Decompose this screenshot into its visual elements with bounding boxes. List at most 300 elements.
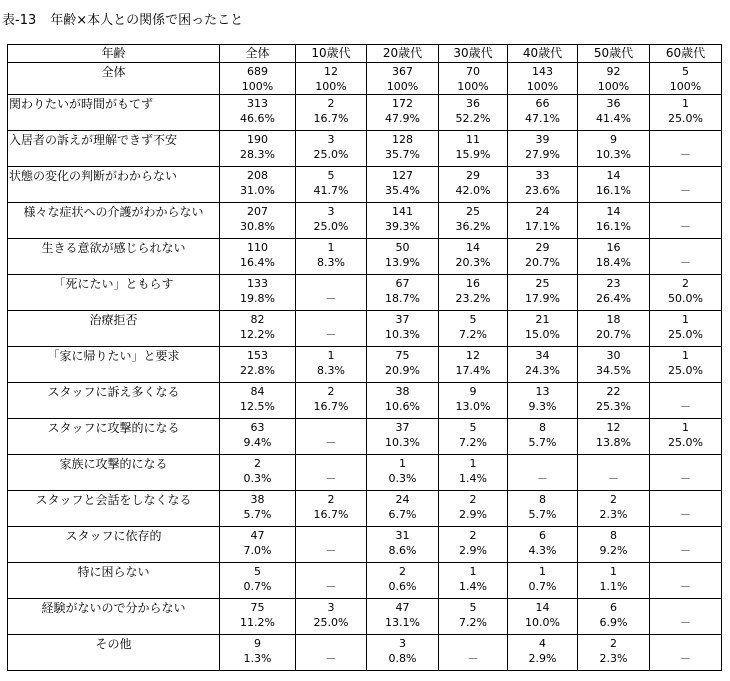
cell-count: 2 [469,493,477,506]
cell-percent: 6.7% [388,508,417,521]
table-cell [220,419,296,455]
table-cell [578,239,650,275]
table-cell [296,563,367,599]
header-age-label: 年齢 [8,45,220,63]
cell-percent: 35.7% [385,148,420,161]
cell-count: 75 [250,601,265,614]
cell-count: 1 [682,349,689,362]
cell-percent: 31.0% [240,184,275,197]
cell-count: 67 [395,277,410,290]
cell-percent: 25.0% [313,220,349,233]
table-cell [439,527,508,563]
cell-percent: 28.3% [240,148,275,161]
table-cell [220,203,296,239]
header-column: 60歳代 [650,45,722,63]
cell-percent: 9.4% [243,436,272,449]
table-cell [296,491,367,527]
no-data-dash: － [325,328,337,341]
table-caption: 年齢×本人との関係で困ったこと [50,13,244,28]
table-cell [650,203,722,239]
cell-percent: 30.8% [240,220,275,233]
row-label: 「家に帰りたい」と要求 [8,347,220,383]
cell-percent: 9.3% [528,400,557,413]
table-cell [367,419,439,455]
cell-count: 689 [247,65,268,78]
cell-percent: 10.0% [525,616,560,629]
no-data-dash: － [325,544,337,557]
cell-count: 12 [606,421,621,434]
table-cell [296,275,367,311]
cell-percent: 15.9% [455,148,491,161]
table-cell [508,599,578,635]
table-cell [220,563,296,599]
table-cell [296,167,367,203]
cell-count: 2 [469,529,477,542]
no-data-dash: － [680,220,691,233]
table-cell [439,239,508,275]
table-cell [439,63,508,95]
table-cell [220,491,296,527]
cell-count: 5 [682,65,689,78]
cell-count: 37 [395,421,410,434]
table-cell [220,347,296,383]
cell-percent: 18.7% [385,292,420,305]
cell-count: 12 [324,65,338,78]
cell-percent: 36.2% [455,220,491,233]
cell-percent: 8.3% [317,364,345,377]
no-data-dash: － [325,436,337,449]
cell-count: 39 [535,133,550,146]
cell-count: 1 [327,349,335,362]
table-cell [650,491,722,527]
table-row [8,167,722,203]
table-cell [220,311,296,347]
table-cell [650,347,722,383]
cell-count: 127 [392,169,413,182]
no-data-dash: － [537,472,548,485]
cell-count: 14 [606,169,621,182]
cell-count: 21 [535,313,550,326]
cell-count: 110 [247,241,268,254]
no-data-dash: － [467,652,479,665]
table-cell [439,491,508,527]
table-cell [508,167,578,203]
table-cell [508,527,578,563]
table-row [8,491,722,527]
table-cell [508,131,578,167]
table-row [8,275,722,311]
table-cell [650,239,722,275]
table-cell [508,491,578,527]
table-cell [296,311,367,347]
cell-percent: 1.4% [459,580,487,593]
cell-count: 2 [254,457,261,470]
table-cell [578,63,650,95]
row-label: スタッフに攻撃的になる [8,419,220,455]
table-cell [650,419,722,455]
cell-percent: 46.6% [240,112,275,125]
cell-percent: 16.7% [313,400,349,413]
cell-count: 1 [539,565,546,578]
cell-percent: 4.3% [528,544,557,557]
cell-percent: 0.3% [243,472,272,485]
table-cell [508,635,578,671]
table-cell [650,563,722,599]
table-cell [578,635,650,671]
cell-percent: 7.2% [459,328,487,341]
cell-count: 1 [399,457,406,470]
cell-percent: 16.7% [313,112,349,125]
table-row [8,63,722,95]
cell-count: 172 [392,97,413,110]
cell-count: 1 [682,97,689,110]
cell-percent: 10.3% [596,148,631,161]
cell-count: 2 [610,637,617,650]
table-cell [650,95,722,131]
cell-count: 1 [469,457,477,470]
cell-count: 3 [327,205,335,218]
table-cell [439,347,508,383]
cell-count: 29 [535,241,550,254]
cell-count: 1 [327,241,335,254]
cell-count: 5 [327,169,335,182]
table-cell [220,131,296,167]
cell-count: 1 [682,313,689,326]
cell-count: 18 [606,313,621,326]
no-data-dash: － [680,400,691,413]
cell-count: 84 [250,385,265,398]
cell-count: 38 [395,385,410,398]
table-cell [578,347,650,383]
table-cell [367,239,439,275]
cell-count: 190 [247,133,268,146]
table-cell [296,419,367,455]
cell-percent: 100% [526,80,559,93]
table-cell [578,527,650,563]
table-cell [650,635,722,671]
cell-percent: 2.3% [599,508,628,521]
table-cell [220,167,296,203]
cell-percent: 17.9% [525,292,560,305]
table-cell [367,563,439,599]
cell-percent: 2.3% [599,652,628,665]
cell-percent: 10.3% [385,436,420,449]
cell-percent: 20.7% [596,328,631,341]
cell-percent: 0.7% [528,580,557,593]
cell-percent: 16.7% [313,508,349,521]
cell-percent: 100% [669,80,702,93]
cell-percent: 1.4% [459,472,487,485]
table-cell [439,131,508,167]
table-cell [296,599,367,635]
cell-percent: 16.1% [596,184,631,197]
table-cell [439,635,508,671]
cell-count: 92 [606,65,621,78]
cell-count: 128 [392,133,413,146]
table-row [8,563,722,599]
table-cell [439,311,508,347]
no-data-dash: － [680,184,691,197]
table-cell [296,455,367,491]
cell-percent: 6.9% [599,616,628,629]
table-header [8,45,722,63]
row-label: 様々な症状への介護がわからない [8,203,220,239]
table-cell [439,599,508,635]
cell-count: 24 [535,205,550,218]
no-data-dash: － [680,508,691,521]
cell-count: 82 [250,313,265,326]
cell-percent: 16.1% [596,220,631,233]
table-cell [508,95,578,131]
no-data-dash: － [680,616,691,629]
table-cell [220,275,296,311]
cell-percent: 0.8% [388,652,417,665]
table-cell [578,491,650,527]
cell-percent: 13.8% [596,436,631,449]
table-row [8,131,722,167]
cell-count: 2 [399,565,406,578]
table-row [8,347,722,383]
table-cell [578,203,650,239]
table-cell [296,203,367,239]
cell-percent: 9.2% [599,544,628,557]
cell-percent: 25.0% [313,148,349,161]
cell-count: 9 [610,133,617,146]
cell-percent: 100% [386,80,419,93]
table-row [8,599,722,635]
table-cell [367,599,439,635]
table-cell [367,347,439,383]
header-column: 50歳代 [578,45,650,63]
cell-percent: 25.3% [596,400,631,413]
cell-percent: 26.4% [596,292,631,305]
cell-percent: 5.7% [243,508,272,521]
cell-percent: 1.3% [243,652,272,665]
cell-count: 1 [610,565,617,578]
table-cell [439,419,508,455]
table-cell [296,383,367,419]
cell-count: 25 [535,277,550,290]
cell-count: 12 [466,349,480,362]
cell-count: 3 [399,637,406,650]
cell-percent: 16.4% [240,256,275,269]
row-label: 関わりたいが時間がもてず [8,95,220,131]
table-cell [220,635,296,671]
cell-count: 6 [610,601,617,614]
cell-count: 5 [469,313,477,326]
table-title [2,9,243,28]
cell-percent: 1.1% [599,580,628,593]
cell-count: 9 [469,385,477,398]
table-cell [367,455,439,491]
table-cell [367,635,439,671]
cell-percent: 27.9% [525,148,560,161]
cell-percent: 7.2% [459,616,487,629]
cell-count: 23 [606,277,621,290]
table-cell [367,527,439,563]
cell-percent: 17.1% [525,220,560,233]
cell-percent: 19.8% [240,292,275,305]
cell-count: 1 [682,421,689,434]
cell-percent: 100% [597,80,630,93]
row-label: 特に困らない [8,563,220,599]
table-cell [578,455,650,491]
cell-percent: 8.6% [388,544,417,557]
cell-count: 5 [469,421,477,434]
cell-count: 3 [327,133,335,146]
table-cell [439,203,508,239]
table-row [8,455,722,491]
table-cell [578,383,650,419]
table-cell [296,95,367,131]
table-row [8,203,722,239]
table-cell [508,275,578,311]
table-cell [578,563,650,599]
table-cell [650,131,722,167]
table-cell [296,635,367,671]
cell-percent: 13.9% [385,256,420,269]
table-row [8,239,722,275]
cell-percent: 47.9% [385,112,420,125]
no-data-dash: － [325,472,337,485]
cell-count: 2 [327,97,335,110]
cell-count: 133 [247,277,268,290]
cell-count: 38 [250,493,265,506]
table-cell [650,599,722,635]
cell-count: 3 [327,601,335,614]
table-cell [367,167,439,203]
cell-percent: 100% [457,80,489,93]
cell-percent: 5.7% [528,436,557,449]
table-cell [367,95,439,131]
cell-percent: 0.6% [388,580,417,593]
cell-percent: 20.3% [455,256,491,269]
cell-percent: 20.7% [525,256,560,269]
cell-percent: 2.9% [459,508,487,521]
cell-percent: 11.2% [240,616,275,629]
table-cell [296,63,367,95]
cell-percent: 25.0% [668,112,703,125]
row-label: 経験がないので分からない [8,599,220,635]
data-table [7,44,722,671]
cell-count: 33 [535,169,550,182]
cell-percent: 13.0% [455,400,491,413]
no-data-dash: － [325,292,337,305]
cell-count: 31 [395,529,410,542]
table-cell [220,527,296,563]
cell-count: 66 [535,97,550,110]
cell-count: 11 [466,133,480,146]
cell-count: 75 [395,349,410,362]
table-cell [508,419,578,455]
table-row [8,527,722,563]
cell-count: 14 [466,241,480,254]
table-row [8,311,722,347]
cell-count: 2 [682,277,689,290]
cell-percent: 15.0% [525,328,560,341]
header-column: 全体 [220,45,296,63]
table-cell [220,63,296,95]
table-cell [439,383,508,419]
cell-percent: 10.3% [385,328,420,341]
cell-percent: 8.3% [317,256,345,269]
cell-count: 37 [395,313,410,326]
cell-percent: 34.5% [596,364,631,377]
table-cell [220,599,296,635]
header-column: 10歳代 [296,45,367,63]
table-row [8,383,722,419]
cell-percent: 35.4% [385,184,420,197]
header-column: 20歳代 [367,45,439,63]
cell-percent: 25.0% [313,616,349,629]
no-data-dash: － [325,580,337,593]
table-cell [296,527,367,563]
cell-count: 207 [247,205,268,218]
cell-count: 25 [466,205,480,218]
cell-count: 143 [532,65,553,78]
table-cell [296,347,367,383]
cell-count: 9 [254,637,261,650]
cell-percent: 25.0% [668,436,703,449]
row-label: 全体 [8,63,220,95]
table-cell [439,455,508,491]
cell-count: 16 [606,241,621,254]
table-cell [508,63,578,95]
table-cell [367,311,439,347]
table-cell [367,203,439,239]
cell-percent: 100% [241,80,274,93]
no-data-dash: － [680,472,691,485]
table-cell [650,527,722,563]
table-cell [220,239,296,275]
cell-percent: 0.7% [243,580,272,593]
cell-percent: 23.6% [525,184,560,197]
cell-percent: 2.9% [459,544,487,557]
cell-count: 367 [392,65,413,78]
cell-count: 153 [247,349,268,362]
cell-percent: 7.0% [243,544,272,557]
cell-percent: 52.2% [455,112,491,125]
table-cell [439,275,508,311]
table-cell [650,455,722,491]
table-cell [650,275,722,311]
cell-count: 8 [539,421,546,434]
table-cell [439,95,508,131]
cell-count: 2 [610,493,617,506]
cell-count: 63 [250,421,265,434]
table-cell [439,563,508,599]
header-column: 40歳代 [508,45,578,63]
cell-count: 70 [466,65,480,78]
table-cell [220,383,296,419]
header-column: 30歳代 [439,45,508,63]
table-cell [367,491,439,527]
cell-count: 208 [247,169,268,182]
cell-percent: 50.0% [668,292,703,305]
table-cell [578,95,650,131]
cell-count: 8 [610,529,617,542]
row-label: 生きる意欲が感じられない [8,239,220,275]
cell-count: 14 [535,601,550,614]
cell-count: 34 [535,349,550,362]
row-label: 「死にたい」ともらす [8,275,220,311]
table-row [8,95,722,131]
table-cell [220,95,296,131]
cell-percent: 7.2% [459,436,487,449]
no-data-dash: － [680,256,691,269]
cell-percent: 39.3% [385,220,420,233]
no-data-dash: － [680,652,691,665]
